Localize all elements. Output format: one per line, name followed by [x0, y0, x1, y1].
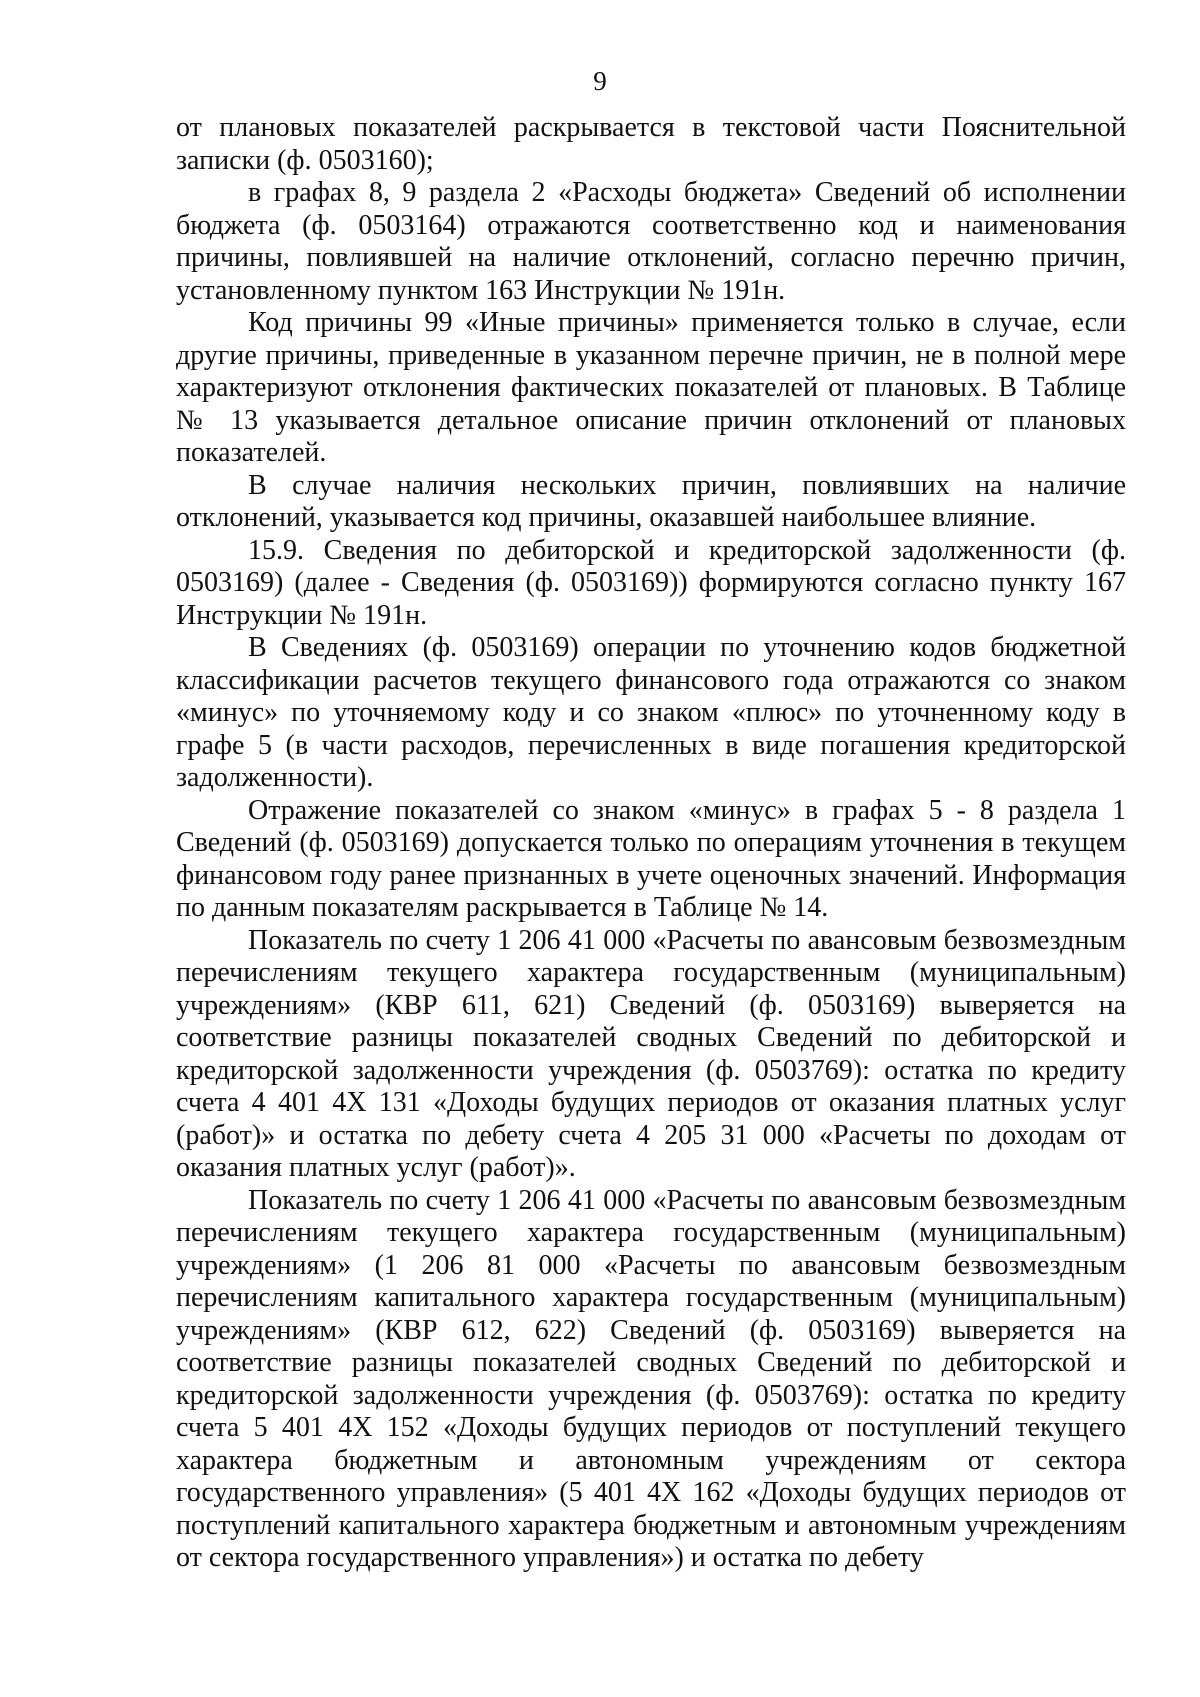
paragraph-minus-sign: Отражение показателей со знаком «минус» в графах 5 - 8 раздела 1 Сведений (ф. 0503169) допускается только по операциям уточнения в текущем финансовом году ранее признанных в учете оценочных значений. Информация по данным показателям раскрывается в Таблице № 14. — [176, 794, 1126, 923]
paragraph-reason-code-99: Код причины 99 «Иные причины» применяется только в случае, если другие причины, приведенные в указанном перечне причин, не в полной мере характеризуют отклонения фактических показателей от плановых. В Таблице № 13 указывается детальное описание причин отклонений от плановых показателей. — [176, 307, 1126, 468]
document-body — [176, 112, 1126, 1575]
paragraph-code-refinement: В Сведениях (ф. 0503169) операции по уточнению кодов бюджетной классификации расчетов текущего финансового года отражаются со знаком «минус» по уточняемому коду и со знаком «плюс» по уточненному коду в графе 5 (в части расходов, перечисленных в виде погашения кредиторской задолженности). — [176, 632, 1126, 793]
page-number: 9 — [593, 66, 607, 96]
paragraph-indicator-account-1: Показатель по счету 1 206 41 000 «Расчеты по авансовым безвозмездным перечислениям текущего характера государственным (муниципальным) учреждениям» (КВР 611, 621) Сведений (ф. 0503169) выверяется на соответствие разницы показателей сводных Сведений по дебиторской и кредиторской задолженности учреждения (ф. 0503769): остатка по кредиту счета 4 401 4Х 131 «Доходы будущих периодов от оказания платных услуг (работ)» и остатка по дебету счета 4 205 31 000 «Расчеты по доходам от оказания платных услуг (работ)». — [176, 924, 1126, 1183]
paragraph-budget-expenses-columns: в графах 8, 9 раздела 2 «Расходы бюджета» Сведений об исполнении бюджета (ф. 0503164) отражаются соответственно код и наименования причины, повлиявшей на наличие отклонений, согласно перечню причин, установленному пунктом 163 Инструкции № 191н. — [176, 177, 1126, 306]
paragraph-section-15-9: 15.9. Сведения по дебиторской и кредиторской задолженности (ф. 0503169) (далее - Сведения (ф. 0503169)) формируются согласно пункту 167 Инструкции № 191н. — [176, 534, 1126, 631]
paragraph-multiple-reasons: В случае наличия нескольких причин, повлиявших на наличие отклонений, указывается код причины, оказавшей наибольшее влияние. — [176, 469, 1126, 533]
paragraph-continuation: от плановых показателей раскрывается в текстовой части Пояснительной записки (ф. 0503160); — [176, 112, 1126, 176]
paragraph-indicator-account-2: Показатель по счету 1 206 41 000 «Расчеты по авансовым безвозмездным перечислениям текущего характера государственным (муниципальным) учреждениям» (1 206 81 000 «Расчеты по авансовым безвозмездным перечислениям капитального характера государственным (муниципальным) учреждениям» (КВР 612, 622) Сведений (ф. 0503169) выверяется на соответствие разницы показателей сводных Сведений по дебиторской и кредиторской задолженности учреждения (ф. 0503769): остатка по кредиту счета 5 401 4Х 152 «Доходы будущих периодов от поступлений текущего характера бюджетным и автономным учреждениям от сектора государственного управления» (5 401 4Х 162 «Доходы будущих периодов от поступлений капитального характера бюджетным и автономным учреждениям от сектора государственного управления») и остатка по дебету — [176, 1184, 1126, 1573]
